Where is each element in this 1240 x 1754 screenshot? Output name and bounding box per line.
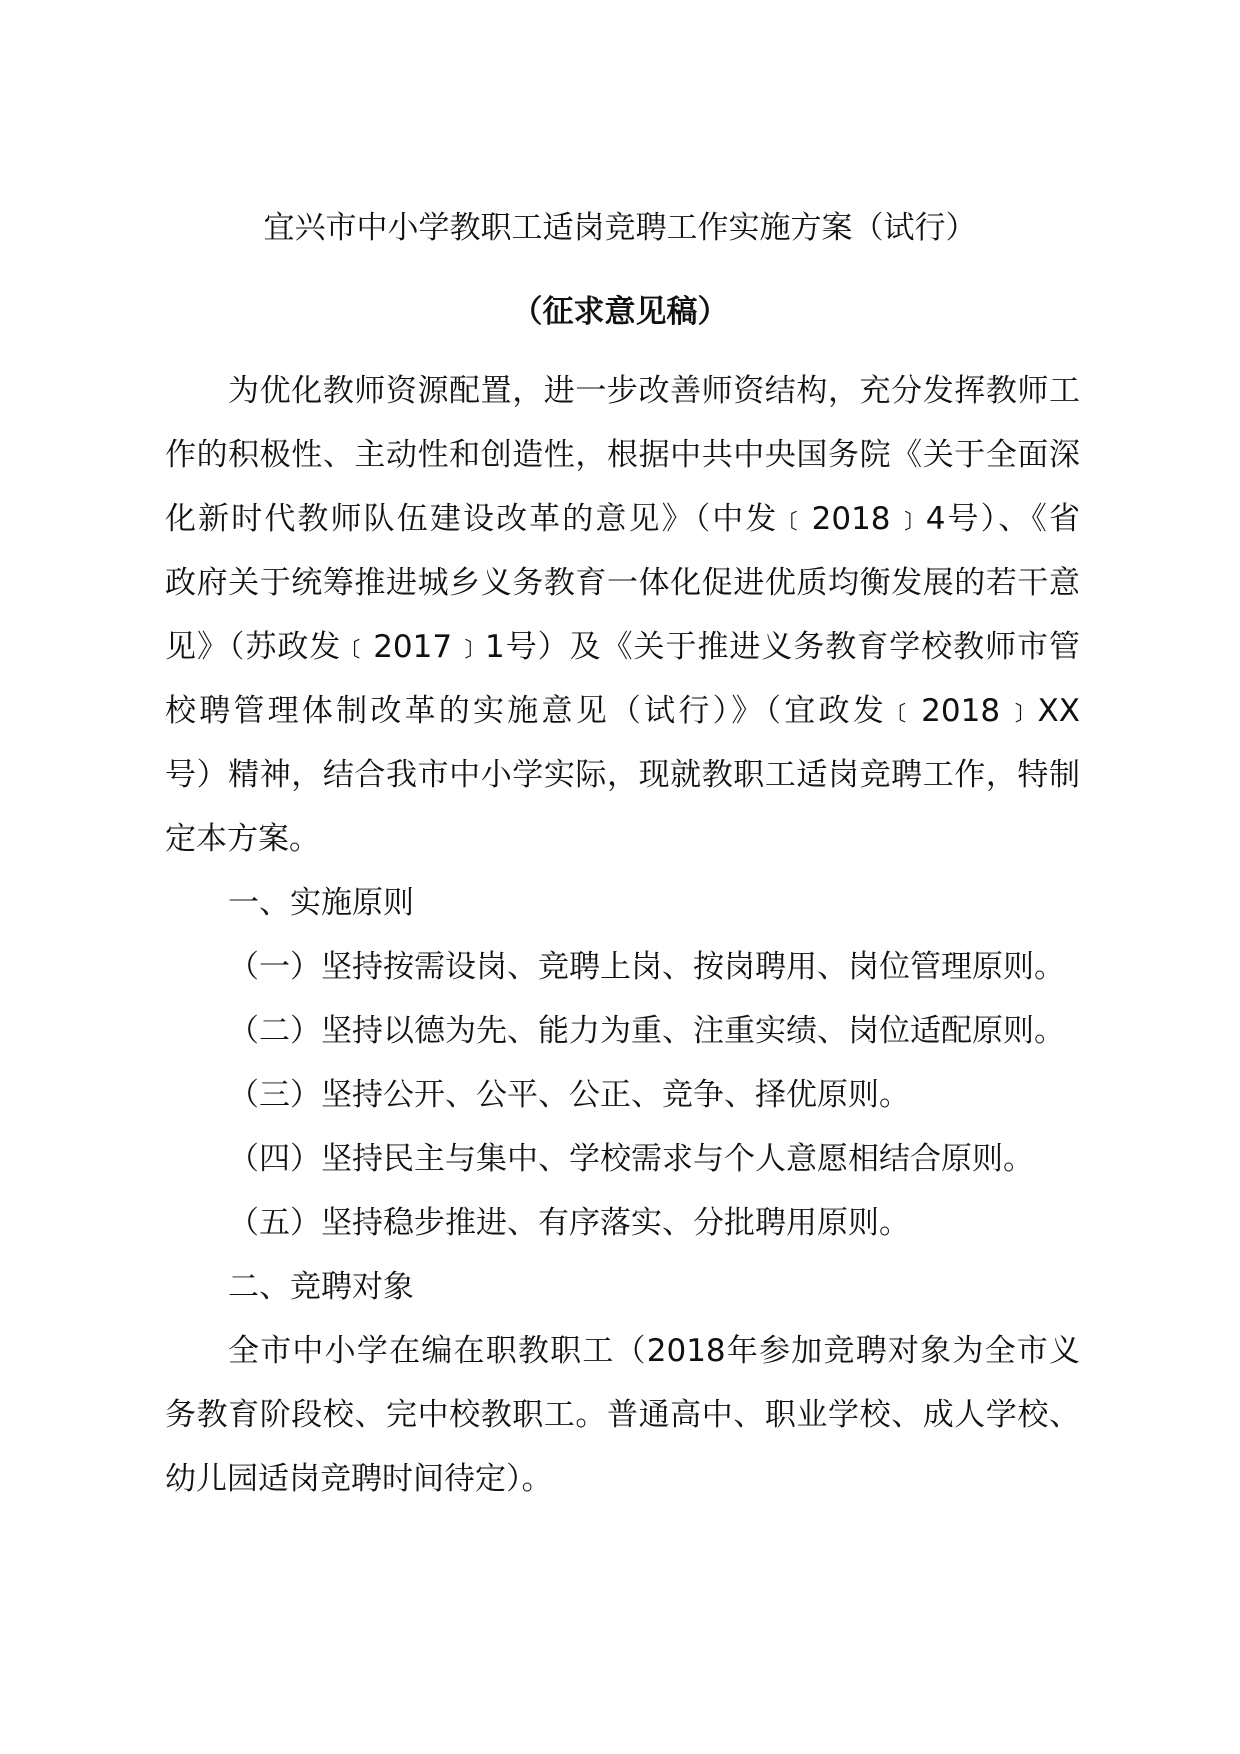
section-heading-targets: 二、竞聘对象: [228, 1269, 414, 1305]
intro-line: 校聘管理体制改革的实施意见（试行）》（宜政发﹝2018﹞XX: [165, 693, 1080, 729]
intro-line: 作的积极性、主动性和创造性，根据中共中央国务院《关于全面深: [165, 437, 1080, 473]
targets-line: 幼儿园适岗竞聘时间待定）。: [165, 1461, 553, 1497]
document-subtitle: （征求意见稿）: [511, 294, 729, 330]
principle-item: （五）坚持稳步推进、有序落实、分批聘用原则。: [228, 1205, 910, 1241]
intro-line: 为优化教师资源配置，进一步改善师资结构，充分发挥教师工: [228, 373, 1080, 409]
intro-line: 化新时代教师队伍建设改革的意见》（中发﹝2018﹞4号）、《省: [165, 501, 1080, 537]
principle-item: （一）坚持按需设岗、竞聘上岗、按岗聘用、岗位管理原则。: [228, 949, 1065, 985]
principle-item: （二）坚持以德为先、能力为重、注重实绩、岗位适配原则。: [228, 1013, 1065, 1049]
document-title: 宜兴市中小学教职工适岗竞聘工作实施方案（试行）: [263, 210, 977, 246]
targets-line: 务教育阶段校、完中校教职工。普通高中、职业学校、成人学校、: [165, 1397, 1080, 1433]
targets-line: 全市中小学在编在职教职工（2018年参加竞聘对象为全市义: [228, 1333, 1080, 1369]
intro-line: 定本方案。: [165, 821, 320, 857]
intro-line: 政府关于统筹推进城乡义务教育一体化促进优质均衡发展的若干意: [165, 565, 1080, 601]
intro-line: 号）精神，结合我市中小学实际，现就教职工适岗竞聘工作，特制: [165, 757, 1080, 793]
principle-item: （四）坚持民主与集中、学校需求与个人意愿相结合原则。: [228, 1141, 1034, 1177]
section-heading-principles: 一、实施原则: [228, 885, 414, 921]
intro-line: 见》（苏政发﹝2017﹞1号）及《关于推进义务教育学校教师市管: [165, 629, 1080, 665]
principle-item: （三）坚持公开、公平、公正、竞争、择优原则。: [228, 1077, 910, 1113]
